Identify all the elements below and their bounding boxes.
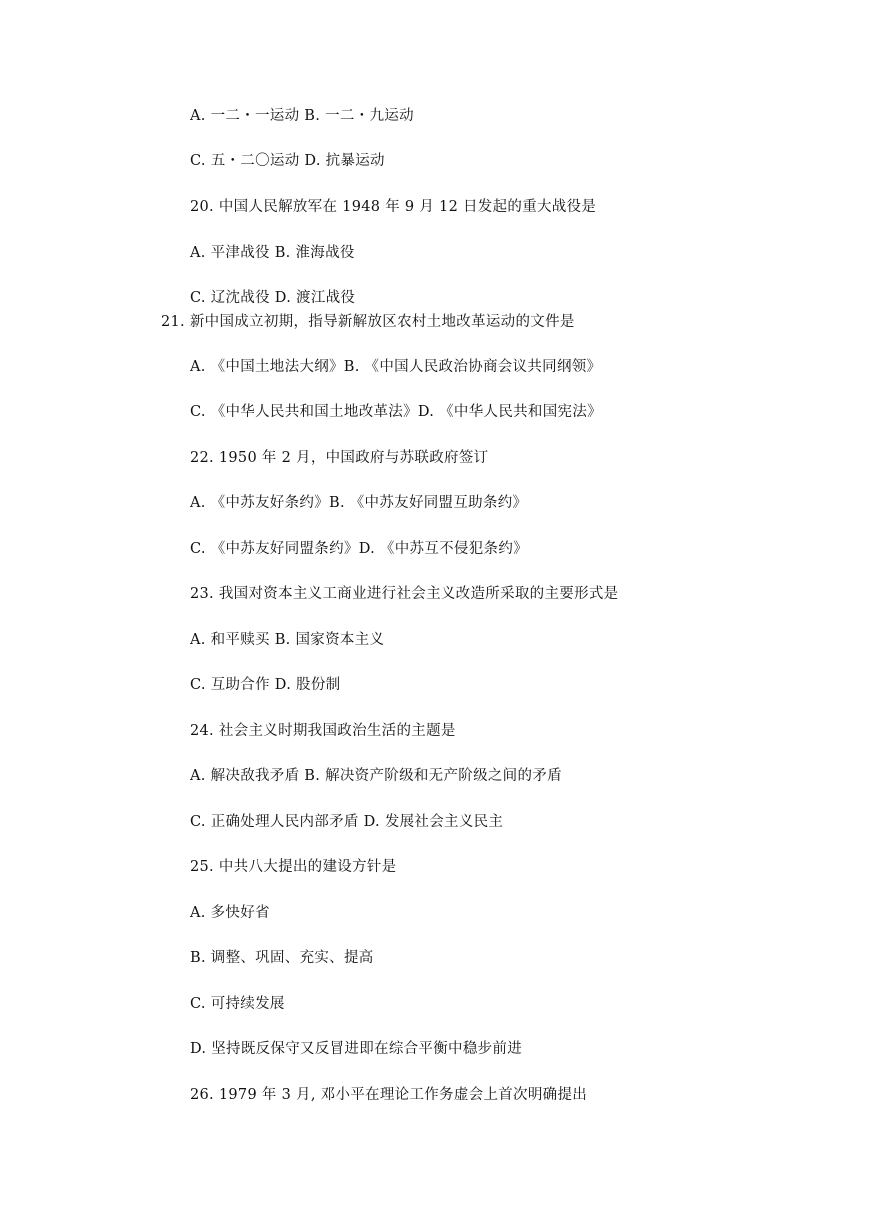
q25-option-b: B. 调整、巩固、充实、提高 — [190, 950, 374, 966]
q24-options-cd: C. 正确处理人民内部矛盾 D. 发展社会主义民主 — [190, 814, 504, 830]
q25-question: 25. 中共八大提出的建设方针是 — [190, 859, 397, 875]
q23-options-cd: C. 互助合作 D. 股份制 — [190, 677, 341, 693]
q26-question: 26. 1979 年 3 月, 邓小平在理论工作务虚会上首次明确提出 — [190, 1087, 588, 1103]
q21-options-ab: A. 《中国土地法大纲》B. 《中国人民政治协商会议共同纲领》 — [190, 359, 602, 375]
q22-options-ab: A. 《中苏友好条约》B. 《中苏友好同盟互助条约》 — [190, 495, 528, 511]
q21-question: 21. 新中国成立初期，指导新解放区农村土地改革运动的文件是 — [161, 314, 575, 330]
q22-options-cd: C. 《中苏友好同盟条约》D. 《中苏互不侵犯条约》 — [190, 541, 528, 557]
q20-options-ab: A. 平津战役 B. 淮海战役 — [190, 245, 355, 261]
q25-option-a: A. 多快好省 — [190, 905, 270, 921]
q20-options-cd: C. 辽沈战役 D. 渡江战役 — [190, 290, 356, 306]
q25-option-c: C. 可持续发展 — [190, 996, 285, 1012]
q23-question: 23. 我国对资本主义工商业进行社会主义改造所采取的主要形式是 — [190, 586, 619, 602]
q21-options-cd: C. 《中华人民共和国土地改革法》D. 《中华人民共和国宪法》 — [190, 404, 602, 420]
q25-option-d: D. 坚持既反保守又反冒进即在综合平衡中稳步前进 — [190, 1041, 523, 1057]
q23-options-ab: A. 和平赎买 B. 国家资本主义 — [190, 632, 385, 648]
q22-question: 22. 1950 年 2 月，中国政府与苏联政府签订 — [190, 450, 489, 466]
q24-question: 24. 社会主义时期我国政治生活的主题是 — [190, 723, 456, 739]
q20-question: 20. 中国人民解放军在 1948 年 9 月 12 日发起的重大战役是 — [190, 199, 597, 215]
q19-options-ab: A. 一二・一运动 B. 一二・九运动 — [190, 108, 414, 124]
q24-options-ab: A. 解决敌我矛盾 B. 解决资产阶级和无产阶级之间的矛盾 — [190, 768, 562, 784]
q19-options-cd: C. 五・二〇运动 D. 抗暴运动 — [190, 153, 385, 169]
